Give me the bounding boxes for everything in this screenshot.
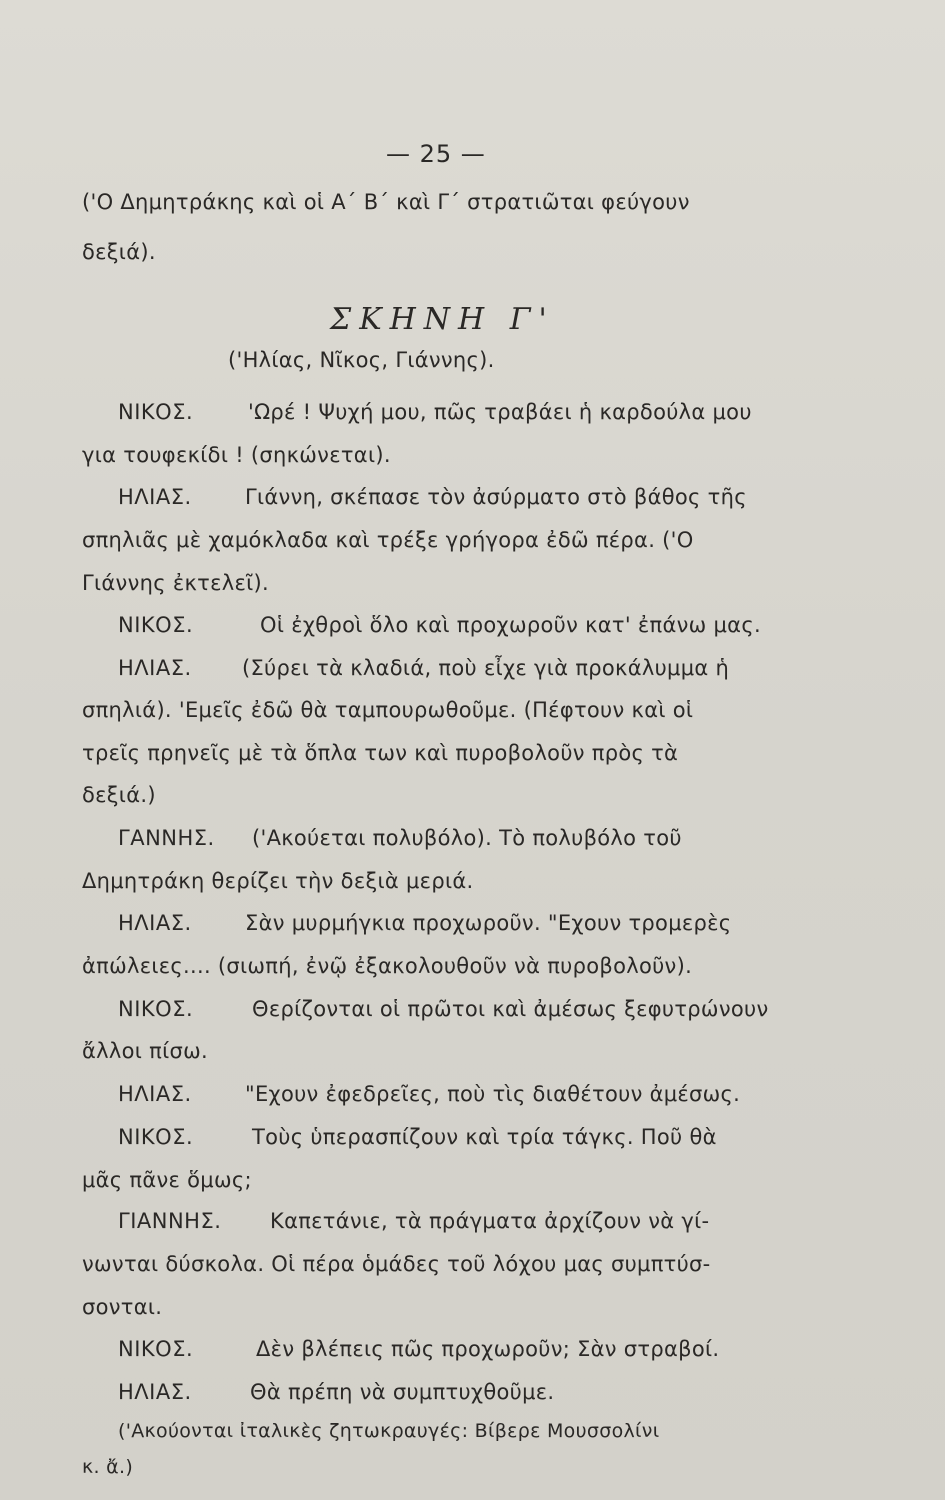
speaker-label: ΝΙΚΟΣ. xyxy=(118,400,194,424)
dialogue-text: σπηλιᾶς μὲ χαμόκλαδα καὶ τρέξε γρήγορα ἐδῶ πέρα. ('Ο xyxy=(82,528,694,552)
dialogue-text: Δὲν βλέπεις πῶς προχωροῦν; Σὰν στραβοί. xyxy=(256,1337,720,1361)
closing-line-1: ('Ακούονται ἰταλικὲς ζητωκραυγές: Βίβερε Μουσσολίνι xyxy=(118,1420,660,1442)
speaker-label: ΝΙΚΟΣ. xyxy=(118,997,194,1021)
intro-line-1: ('Ο Δημητράκης καὶ οἱ Α΄ Β΄ καὶ Γ΄ στρατιῶται φεύγουν xyxy=(82,190,690,214)
dialogue-text: δεξιά.) xyxy=(82,783,156,807)
speaker-label: ΗΛΙΑΣ. xyxy=(118,656,192,680)
dialogue-text: σονται. xyxy=(82,1295,163,1319)
speaker-label: ΗΛΙΑΣ. xyxy=(118,1380,192,1404)
dialogue-text: Καπετάνιε, τὰ πράγματα ἀρχίζουν νὰ γί- xyxy=(270,1209,710,1233)
scene-title: ΣΚΗΝΗ Γ' xyxy=(330,302,555,337)
dialogue-text: νωνται δύσκολα. Οἱ πέρα ὁμάδες τοῦ λόχου μας συμπτύσ- xyxy=(82,1252,711,1276)
dialogue-text: Δημητράκη θερίζει τὴν δεξιὰ μεριά. xyxy=(82,869,474,893)
dialogue-text: μᾶς πᾶνε ὅμως; xyxy=(82,1168,252,1192)
speaker-label: ΝΙΚΟΣ. xyxy=(118,1337,194,1361)
intro-line-2: δεξιά). xyxy=(82,240,156,264)
dialogue-text: Τοὺς ὑπερασπίζουν καὶ τρία τάγκς. Ποῦ θὰ xyxy=(252,1125,717,1149)
dialogue-text: Γιάννη, σκέπασε τὸν ἀσύρματο στὸ βάθος τῆς xyxy=(245,485,747,509)
dialogue-text: Γιάννης ἐκτελεῖ). xyxy=(82,571,269,595)
speaker-label: ΓΙΑΝΝΗΣ. xyxy=(118,1209,222,1233)
closing-line-2: κ. ἄ.) xyxy=(82,1456,134,1478)
dialogue-text: για τουφεκίδι ! (σηκώνεται). xyxy=(82,443,391,467)
speaker-label: ΗΛΙΑΣ. xyxy=(118,911,192,935)
characters-list: ('Ηλίας, Νῖκος, Γιάννης). xyxy=(228,348,495,372)
dialogue-text: Οἱ ἐχθροὶ ὅλο καὶ προχωροῦν κατ' ἐπάνω μας. xyxy=(260,613,761,637)
dialogue-text: Θερίζονται οἱ πρῶτοι καὶ ἀμέσως ξεφυτρώνουν xyxy=(252,997,769,1021)
speaker-label: ΝΙΚΟΣ. xyxy=(118,1125,194,1149)
dialogue-text: Θὰ πρέπη νὰ συμπτυχθοῦμε. xyxy=(250,1380,555,1404)
speaker-label: ΓΑΝΝΗΣ. xyxy=(118,826,215,850)
speaker-label: ΝΙΚΟΣ. xyxy=(118,613,194,637)
dialogue-text: "Εχουν ἐφεδρεῖες, ποὺ τὶς διαθέτουν ἀμέσως. xyxy=(245,1082,741,1106)
speaker-label: ΗΛΙΑΣ. xyxy=(118,1082,192,1106)
dialogue-text: σπηλιά). 'Εμεῖς ἐδῶ θὰ ταμπουρωθοῦμε. (Πέφτουν καὶ οἱ xyxy=(82,698,694,722)
dialogue-text: 'Ωρέ ! Ψυχή μου, πῶς τραβάει ἡ καρδούλα μου xyxy=(248,400,752,424)
dialogue-text: (Σύρει τὰ κλαδιά, ποὺ εἶχε γιὰ προκάλυμμα ἡ xyxy=(242,656,730,680)
dialogue-text: ἄλλοι πίσω. xyxy=(82,1039,208,1063)
dialogue-text: τρεῖς πρηνεῖς μὲ τὰ ὅπλα των καὶ πυροβολοῦν πρὸς τὰ xyxy=(82,741,679,765)
dialogue-text: Σὰν μυρμήγκια προχωροῦν. "Εχουν τρομερὲς xyxy=(245,911,732,935)
dialogue-text: ἀπώλειες.... (σιωπή, ἐνῷ ἐξακολουθοῦν νὰ πυροβολοῦν). xyxy=(82,954,693,978)
page-number: — 25 — xyxy=(386,140,486,168)
dialogue-text: ('Ακούεται πολυβόλο). Τὸ πολυβόλο τοῦ xyxy=(252,826,682,850)
speaker-label: ΗΛΙΑΣ. xyxy=(118,485,192,509)
